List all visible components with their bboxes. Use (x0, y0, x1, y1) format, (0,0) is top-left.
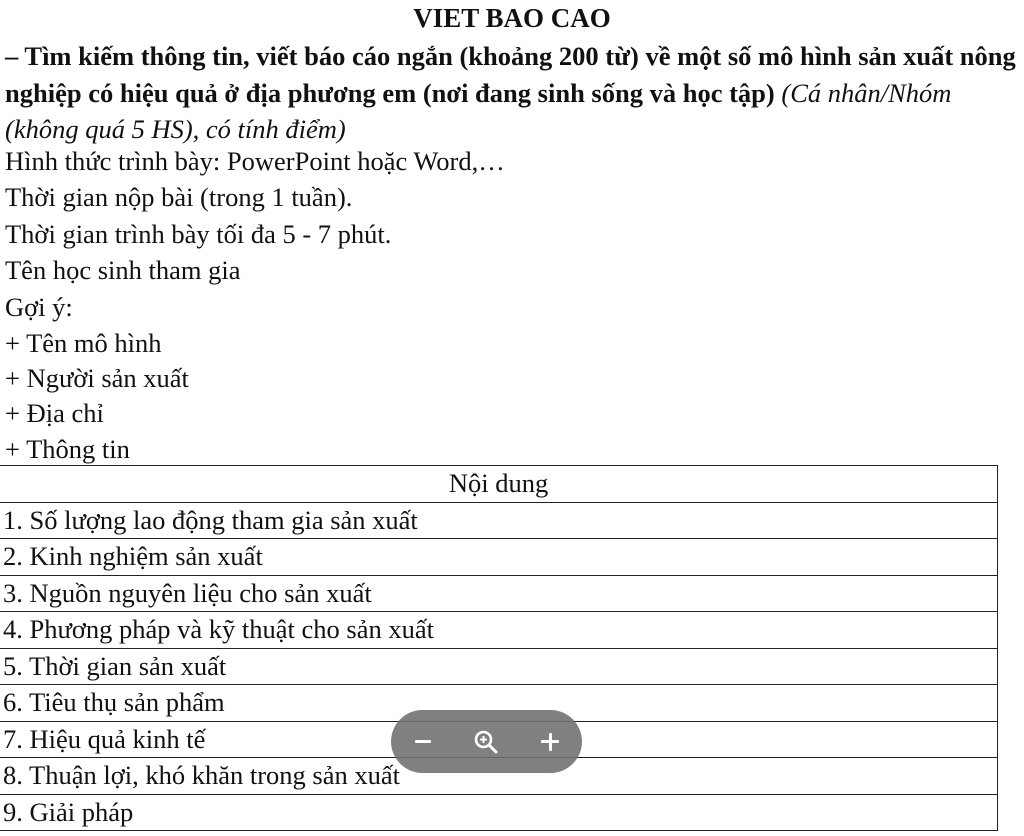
hint-item: + Người sản xuất (5, 363, 189, 393)
zoom-reset-button[interactable] (466, 722, 506, 762)
hint-item: + Tên mô hình (5, 328, 162, 358)
table-cell: 1. Số lượng lao động tham gia sản xuất (0, 502, 998, 539)
task-note: (Cá nhân/Nhóm (không quá 5 HS), có tính điểm) (5, 77, 952, 144)
table-row (0, 648, 998, 685)
zoom-in-button[interactable] (530, 722, 570, 762)
table-header-row (0, 466, 998, 503)
table-cell: 9. Giải pháp (0, 794, 998, 831)
table-cell: 5. Thời gian sản xuất (0, 648, 998, 685)
table-row (0, 612, 998, 649)
deadline-line: Thời gian nộp bài (trong 1 tuần). (5, 182, 353, 212)
magnifier-icon (473, 729, 499, 755)
table-cell: 8. Thuận lợi, khó khăn trong sản xuất (0, 758, 998, 795)
participants-line: Tên học sinh tham gia (5, 255, 241, 285)
presentation-format-line: Hình thức trình bày: PowerPoint hoặc Word,… (5, 146, 505, 176)
table-row (0, 539, 998, 576)
table-cell: 7. Hiệu quả kinh tế (0, 721, 998, 758)
task-text: – Tìm kiếm thông tin, viết báo cáo ngắn (khoảng 200 từ) về một số mô hình sản xuất nông nghiệp có hiệu quả ở địa phương em (nơi đang sinh sống và học tập) (5, 41, 1016, 108)
content-table (0, 465, 998, 831)
zoom-toolbar (391, 710, 582, 773)
minus-icon (415, 740, 431, 743)
plus-icon (541, 733, 559, 751)
table-row (0, 575, 998, 612)
table-row (0, 502, 998, 539)
table-cell: 2. Kinh nghiệm sản xuất (0, 539, 998, 576)
table-cell: 4. Phương pháp và kỹ thuật cho sản xuất (0, 612, 998, 649)
table-row (0, 794, 998, 831)
document-title: VIET BAO CAO (413, 3, 611, 33)
hint-item: + Thông tin (5, 434, 130, 464)
table-cell: 3. Nguồn nguyên liệu cho sản xuất (0, 575, 998, 612)
zoom-out-button[interactable] (403, 722, 443, 762)
duration-line: Thời gian trình bày tối đa 5 - 7 phút. (5, 219, 392, 249)
hint-heading: Gợi ý: (5, 292, 73, 322)
table-header-cell: Nội dung (0, 466, 998, 503)
task-description (5, 38, 1020, 148)
table-cell: 6. Tiêu thụ sản phẩm (0, 685, 998, 722)
hint-item: + Địa chỉ (5, 398, 104, 428)
